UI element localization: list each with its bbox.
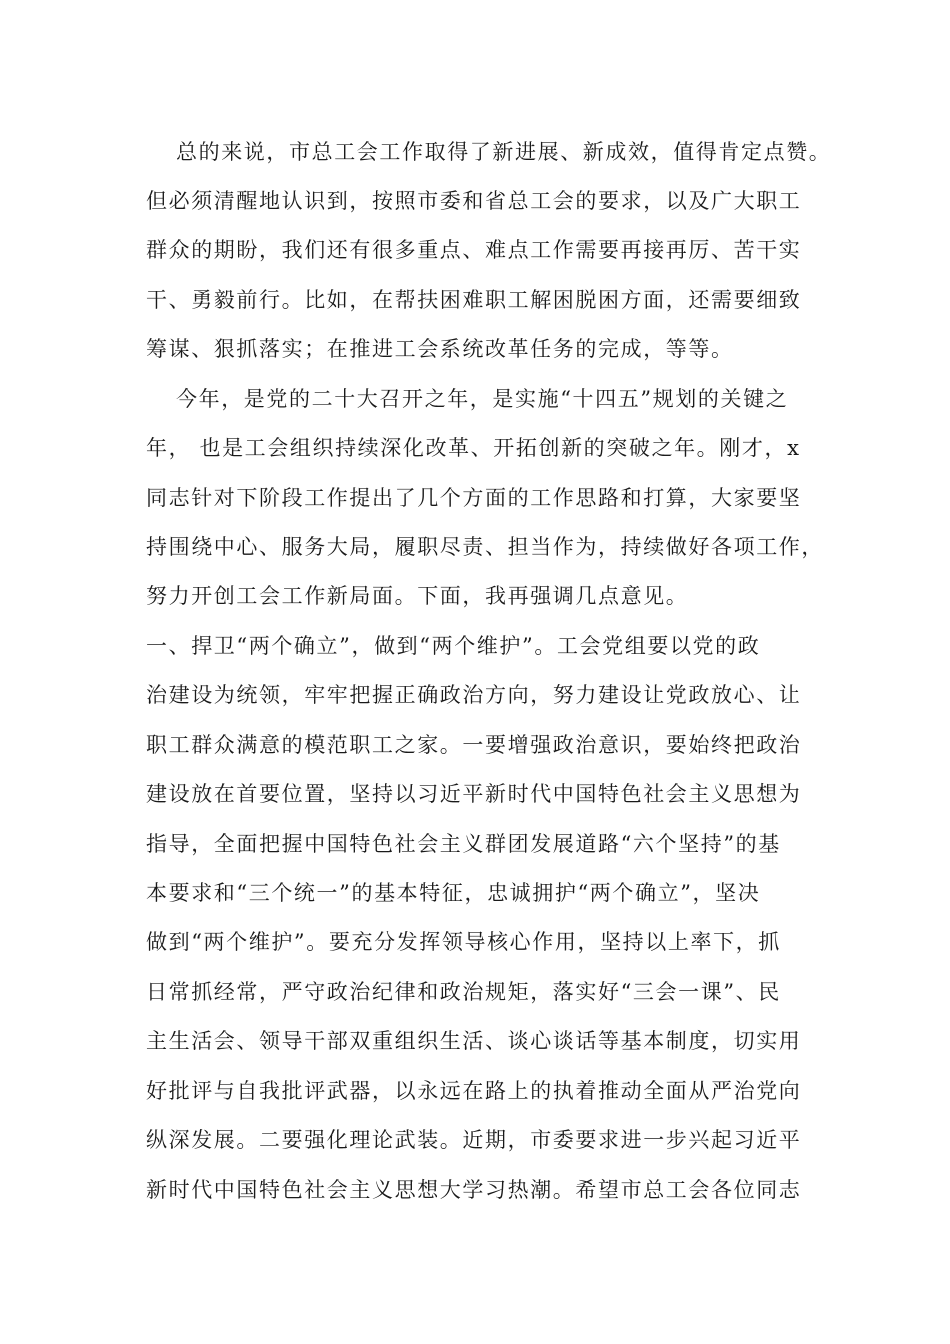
paragraph-1-line-3: 群众的期盼，我们还有很多重点、难点工作需要再接再厉、苦干实 [146,238,802,262]
paragraph-2-line-1: 今年，是党的二十大召开之年，是实施“十四五”规划的关键之 [176,387,789,411]
paragraph-1-line-4: 干、勇毅前行。比如，在帮扶困难职工解困脱困方面，还需要细致 [146,288,802,312]
section-1-line-6: 本要求和“三个统一”的基本特征，忠诚拥护“两个确立”，坚决 [146,881,761,905]
paragraph-2-line-4: 持围绕中心、服务大局，履职尽责、担当作为，持续做好各项工作， [146,535,824,559]
paragraph-2-line-5: 努力开创工会工作新局面。下面，我再强调几点意见。 [146,584,689,608]
section-1-line-8: 日常抓经常，严守政治纪律和政治规矩，落实好“三会一课”、民 [146,980,781,1004]
section-1-line-9: 主生活会、领导干部双重组织生活、谈心谈话等基本制度，切实用 [146,1029,802,1053]
section-1-line-5: 指导，全面把握中国特色社会主义群团发展道路“六个坚持”的基 [146,832,781,856]
paragraph-1-line-2: 但必须清醒地认识到，按照市委和省总工会的要求，以及广大职工 [146,189,802,213]
paragraph-1-line-5: 筹谋、狠抓落实；在推进工会系统改革任务的完成，等等。 [146,337,734,361]
section-1-line-11: 纵深发展。二要强化理论武装。近期，市委要求进一步兴起习近平 [146,1128,802,1152]
section-1-line-12: 新时代中国特色社会主义思想大学习热潮。希望市总工会各位同志 [146,1178,802,1202]
section-1-line-10: 好批评与自我批评武器，以永远在路上的执着推动全面从严治党向 [146,1079,802,1103]
section-1-line-2: 治建设为统领，牢牢把握正确政治方向，努力建设让党政放心、让 [146,683,802,707]
paragraph-2-line-2: 年， 也是工会组织持续深化改革、开拓创新的突破之年。刚才，x [146,436,801,460]
section-1-line-3: 职工群众满意的模范职工之家。一要增强政治意识，要始终把政治 [146,733,802,757]
section-1-line-7: 做到“两个维护”。要充分发挥领导核心作用，坚持以上率下，抓 [146,930,781,954]
paragraph-1-line-1: 总的来说，市总工会工作取得了新进展、新成效，值得肯定点赞。 [176,140,832,164]
paragraph-2-line-3: 同志针对下阶段工作提出了几个方面的工作思路和打算，大家要坚 [146,486,802,510]
section-1-heading-line: 一、捍卫“两个确立”，做到“两个维护”。工会党组要以党的政 [146,634,761,658]
section-1-line-4: 建设放在首要位置，坚持以习近平新时代中国特色社会主义思想为 [146,782,802,806]
